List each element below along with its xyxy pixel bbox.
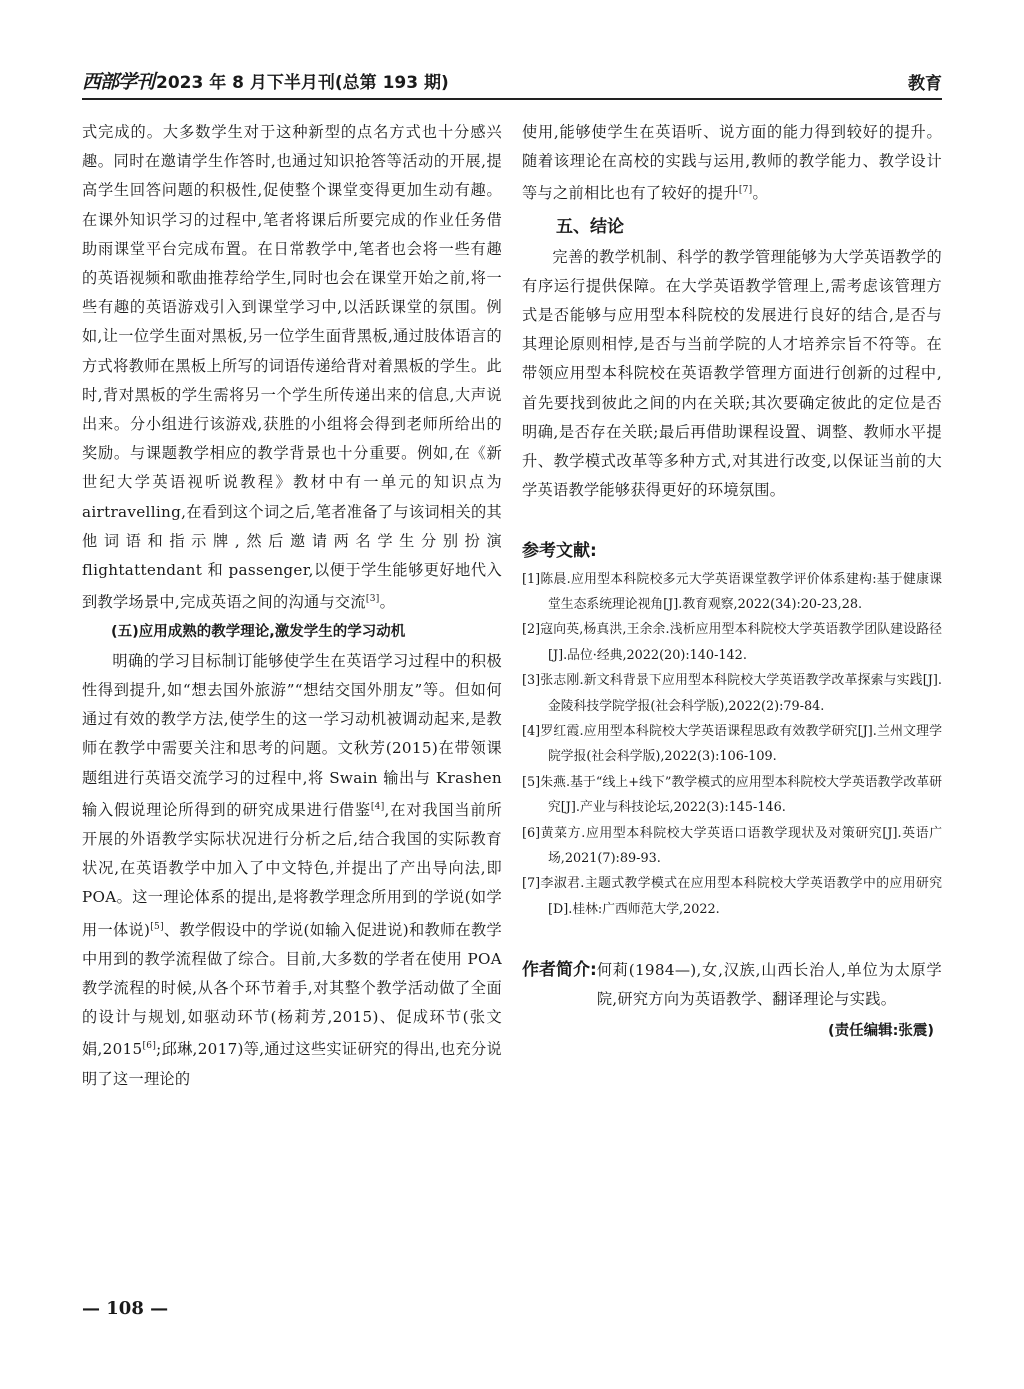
page-number: — 108 — [82, 1298, 169, 1319]
subsection-heading: (五)应用成熟的教学理论,激发学生的学习动机 [111, 623, 406, 640]
reference-item: [7]李淑君.主题式教学模式在应用型本科院校大学英语教学中的应用研究[D].桂林:广西师范大学,2022. [522, 876, 942, 917]
reference-list [522, 567, 942, 923]
citation: [6] [142, 1041, 157, 1052]
author-bio-text: 何莉(1984—),女,汉族,山西长治人,单位为太原学院,研究方向为英语教学、翻译理论与实践。 [596, 961, 942, 1009]
citation: [4] [370, 801, 385, 812]
author-bio-label: 作者简介: [522, 960, 597, 981]
author-bio [522, 956, 942, 1014]
reference-item: [4]罗红霞.应用型本科院校大学英语课程思政有效教学研究[J].兰州文理学院学报(社会科学版),2022(3):106-109. [522, 723, 942, 765]
left-column [82, 118, 502, 1094]
journal-logo: 西部学刊 [82, 71, 155, 93]
paragraph: 使用,能够使学生在英语听、说方面的能力得到较好的提升。随着该理论在高校的实践与运用,教师的教学能力、教学设计等与之前相比也有了较好的提升[7]。 [522, 123, 942, 203]
right-column [522, 118, 942, 1040]
citation: [5] [150, 921, 164, 932]
section-label: 教育 [908, 74, 942, 94]
citation: [3] [365, 594, 380, 605]
paragraph: 完善的教学机制、科学的教学管理能够为大学英语教学的有序运行提供保障。在大学英语教学管理上,需考虑该管理方式是否能够与应用型本科院校的发展进行良好的结合,是否与其理论原则相悖,是否与当前学院的人才培养宗旨不符等。在带领应用型本科院校在英语教学管理方面进行创新的过程中,首先要找到彼此之间的内在关联;其次要确定彼此的定位是否明确,是否存在关联;最后再借助课程设置、调整、教师水平提升、教学模式改革等多种方式,对其进行改变,以保证当前的大学英语教学能够获得更好的环境氛围。 [522, 247, 942, 500]
running-header [82, 70, 942, 100]
issue-info: 2023 年 8 月下半月刊(总第 193 期) [156, 73, 449, 93]
reference-item: [6]黄菜方.应用型本科院校大学英语口语教学现状及对策研究[J].英语广场,2021(7):89-93. [522, 825, 942, 866]
reference-item: [3]张志刚.新文科背景下应用型本科院校大学英语教学改革探索与实践[J].金陵科技学院学报(社会科学版),2022(2):79-84. [522, 673, 942, 714]
citation: [7] [738, 185, 753, 196]
paragraph: 明确的学习目标制订能够使学生在英语学习过程中的积极性得到提升,如“想去国外旅游”“想结交国外朋友”等。但如何通过有效的教学方法,使学生的这一学习动机被调动起来,是教师在教学中需要关注和思考的问题。文秋芳(2015)在带领课题组进行英语交流学习的过程中,将 Swain 输出与 Krashen 输入假说理论所得到的研究成果进行借鉴[4],在对我国当前所开展的外语教学实际状况进行分析之后,结合我国的实际教育状况,在英语教学中加入了中文特色,并提出了产出导向法,即 POA。这一理论体系的提出,是将教学理念所用到的学说(如学用一体说)[5]、教学假设中的学说(如输入促进说)和教师在教学中用到的教学流程做了综合。目前,大多数的学者在使用 POA 教学流程的时候,从各个环节着手,对其整个教学活动做了全面的设计与规划,如驱动环节(杨莉芳,2015)、促成环节(张文娟,2015[6];邱琳,2017)等,通过这些实证研究的得出,也充分说明了这一理论的 [82, 651, 503, 1088]
responsible-editor: (责任编辑:张震) [827, 1022, 934, 1039]
section-heading: 五、结论 [556, 216, 624, 237]
journal-masthead [82, 67, 449, 94]
reference-item: [2]寇向英,杨真洪,王余余.浅析应用型本科院校大学英语教学团队建设路径[J].品位·经典,2022(20):140-142. [522, 622, 942, 663]
paragraph: 式完成的。大多数学生对于这种新型的点名方式也十分感兴趣。同时在邀请学生作答时,也通过知识抢答等活动的开展,提高学生回答问题的积极性,促使整个课堂变得更加生动有趣。在课外知识学习的过程中,笔者将课后所要完成的作业任务借助雨课堂平台完成布置。在日常教学中,笔者也会将一些有趣的英语视频和歌曲推荐给学生,同时也会在课堂开始之前,将一些有趣的英语游戏引入到课堂学习中,以活跃课堂的氛围。例如,让一位学生面对黑板,另一位学生面背黑板,通过肢体语言的方式将教师在黑板上所写的词语传递给背对着黑板的学生。此时,背对黑板的学生需将另一个学生所传递出来的信息,大声说出来。分小组进行该游戏,获胜的小组将会得到老师所给出的奖励。与课题教学相应的教学背景也十分重要。例如,在《新世纪大学英语视听说教程》教材中有一单元的知识点为 airtravelling,在看到这个词之后,笔者准备了与该词相关的其他词语和指示牌,然后邀请两名学生分别扮演 flightattendant 和 passenger,以便于学生能够更好地代入到教学场景中,完成英语之间的沟通与交流[3]。 [82, 123, 502, 612]
references-heading: 参考文献: [522, 540, 597, 561]
reference-item: [5]朱燕.基于“线上+线下”教学模式的应用型本科院校大学英语教学改革研究[J].产业与科技论坛,2022(3):145-146. [522, 774, 942, 816]
reference-item: [1]陈晨.应用型本科院校多元大学英语课堂教学评价体系建构:基于健康课堂生态系统理论视角[J].教育观察,2022(34):20-23,28. [522, 571, 942, 612]
